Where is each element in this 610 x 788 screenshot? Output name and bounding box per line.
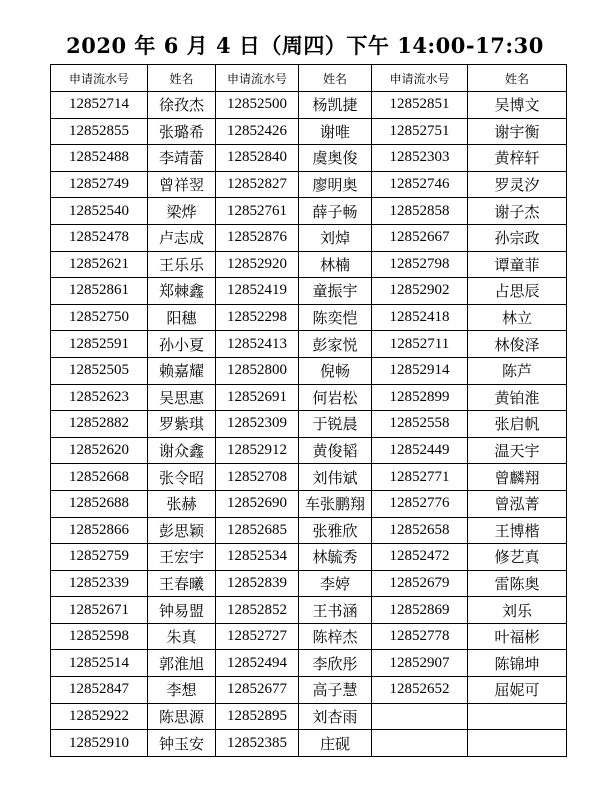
student-name-cell: 郑棘鑫: [148, 278, 216, 305]
student-name-cell: 阳穗: [148, 304, 216, 331]
student-name-cell: 林俊泽: [468, 331, 567, 358]
serial-number-cell: 12852922: [51, 703, 148, 730]
student-name-cell: 李欣彤: [299, 650, 372, 677]
serial-number-cell: 12852418: [372, 304, 468, 331]
column-header-name: 姓名: [148, 65, 216, 92]
student-name-cell: 王书涵: [299, 597, 372, 624]
student-name-cell: 谭童菲: [468, 251, 567, 278]
table-row: [51, 411, 567, 438]
table-row: [51, 278, 567, 305]
serial-number-cell: 12852494: [216, 650, 299, 677]
serial-number-cell: 12852419: [216, 278, 299, 305]
student-name-cell: 林立: [468, 304, 567, 331]
student-name-cell: 虞奥俊: [299, 145, 372, 172]
table-row: [51, 703, 567, 730]
serial-number-cell: 12852882: [51, 411, 148, 438]
student-name-cell: 高子慧: [299, 677, 372, 704]
student-name-cell: 黄梓轩: [468, 145, 567, 172]
student-name-cell: 吴博文: [468, 92, 567, 119]
serial-number-cell: 12852746: [372, 171, 468, 198]
serial-number-cell: 12852478: [51, 224, 148, 251]
table-row: [51, 597, 567, 624]
serial-number-cell: 12852912: [216, 437, 299, 464]
column-header-serial: 申请流水号: [216, 65, 299, 92]
student-name-cell: 梁烨: [148, 198, 216, 225]
table-row: [51, 677, 567, 704]
serial-number-cell: 12852449: [372, 437, 468, 464]
serial-number-cell: 12852840: [216, 145, 299, 172]
student-name-cell: 谢子杰: [468, 198, 567, 225]
student-name-cell: 屈妮可: [468, 677, 567, 704]
student-name-cell: 孙小夏: [148, 331, 216, 358]
serial-number-cell: 12852708: [216, 464, 299, 491]
student-name-cell: 廖明奥: [299, 171, 372, 198]
student-name-cell: 叶福彬: [468, 623, 567, 650]
serial-number-cell: 12852679: [372, 570, 468, 597]
table-row: [51, 331, 567, 358]
serial-number-cell: 12852505: [51, 357, 148, 384]
student-name-cell: 雷陈奥: [468, 570, 567, 597]
student-name-cell: 罗灵汐: [468, 171, 567, 198]
serial-number-cell: 12852658: [372, 517, 468, 544]
student-name-cell: 曾泓菁: [468, 490, 567, 517]
table-row: [51, 517, 567, 544]
serial-number-cell: 12852688: [51, 490, 148, 517]
student-name-cell: 王乐乐: [148, 251, 216, 278]
serial-number-cell: 12852426: [216, 118, 299, 145]
student-name-cell: 陈锦坤: [468, 650, 567, 677]
serial-number-cell: 12852727: [216, 623, 299, 650]
student-name-cell: 车张鹏翔: [299, 490, 372, 517]
student-name-cell: 刘杏雨: [299, 703, 372, 730]
student-name-cell: 张启帆: [468, 411, 567, 438]
serial-number-cell: 12852839: [216, 570, 299, 597]
student-name-cell: 徐孜杰: [148, 92, 216, 119]
serial-number-cell: 12852914: [372, 357, 468, 384]
student-name-cell: 修艺真: [468, 544, 567, 571]
student-name-cell: 温天宇: [468, 437, 567, 464]
page-title: 2020 年 6 月 4 日（周四）下午 14:00-17:30: [66, 33, 544, 58]
serial-number-cell: 12852652: [372, 677, 468, 704]
student-name-cell: 钟易盟: [148, 597, 216, 624]
serial-number-cell: 12852500: [216, 92, 299, 119]
student-name-cell: [468, 703, 567, 730]
table-row: [51, 118, 567, 145]
student-name-cell: [468, 730, 567, 757]
serial-number-cell: 12852749: [51, 171, 148, 198]
student-name-cell: 王博楷: [468, 517, 567, 544]
student-name-cell: 曾祥翌: [148, 171, 216, 198]
table-row: [51, 544, 567, 571]
column-header-serial: 申请流水号: [51, 65, 148, 92]
serial-number-cell: 12852771: [372, 464, 468, 491]
student-name-cell: 朱真: [148, 623, 216, 650]
table-row: [51, 437, 567, 464]
table-row: [51, 384, 567, 411]
serial-number-cell: 12852540: [51, 198, 148, 225]
student-name-cell: 李靖蕾: [148, 145, 216, 172]
serial-number-cell: 12852861: [51, 278, 148, 305]
student-name-cell: 郭淮旭: [148, 650, 216, 677]
student-name-cell: 陈梓杰: [299, 623, 372, 650]
student-name-cell: 陈芦: [468, 357, 567, 384]
serial-number-cell: 12852851: [372, 92, 468, 119]
table-row: [51, 490, 567, 517]
student-name-cell: 杨凯捷: [299, 92, 372, 119]
serial-number-cell: 12852714: [51, 92, 148, 119]
serial-number-cell: 12852711: [372, 331, 468, 358]
serial-number-cell: 12852776: [372, 490, 468, 517]
serial-number-cell: 12852800: [216, 357, 299, 384]
serial-number-cell: 12852869: [372, 597, 468, 624]
student-name-cell: 庄砚: [299, 730, 372, 757]
serial-number-cell: 12852598: [51, 623, 148, 650]
student-name-cell: 陈奕恺: [299, 304, 372, 331]
serial-number-cell: 12852907: [372, 650, 468, 677]
student-name-cell: 林楠: [299, 251, 372, 278]
serial-number-cell: 12852866: [51, 517, 148, 544]
serial-number-cell: 12852472: [372, 544, 468, 571]
table-row: [51, 464, 567, 491]
student-name-cell: 谢众鑫: [148, 437, 216, 464]
serial-number-cell: 12852920: [216, 251, 299, 278]
table-row: [51, 198, 567, 225]
serial-number-cell: 12852895: [216, 703, 299, 730]
student-name-cell: 谢宇衡: [468, 118, 567, 145]
student-name-cell: 孙宗政: [468, 224, 567, 251]
student-name-cell: 王宏宇: [148, 544, 216, 571]
serial-number-cell: 12852858: [372, 198, 468, 225]
serial-number-cell: 12852876: [216, 224, 299, 251]
serial-number-cell: 12852620: [51, 437, 148, 464]
student-name-cell: 占思辰: [468, 278, 567, 305]
roster-table: [50, 64, 567, 757]
serial-number-cell: 12852902: [372, 278, 468, 305]
student-name-cell: 王春曦: [148, 570, 216, 597]
student-name-cell: 刘伟斌: [299, 464, 372, 491]
table-row: [51, 730, 567, 757]
serial-number-cell: 12852534: [216, 544, 299, 571]
serial-number-cell: 12852690: [216, 490, 299, 517]
student-name-cell: 倪畅: [299, 357, 372, 384]
table-row: [51, 623, 567, 650]
table-row: [51, 304, 567, 331]
table-row: [51, 357, 567, 384]
serial-number-cell: 12852751: [372, 118, 468, 145]
serial-number-cell: [372, 730, 468, 757]
student-name-cell: 童振宇: [299, 278, 372, 305]
serial-number-cell: 12852514: [51, 650, 148, 677]
column-header-serial: 申请流水号: [372, 65, 468, 92]
serial-number-cell: 12852855: [51, 118, 148, 145]
student-name-cell: 何岩松: [299, 384, 372, 411]
student-name-cell: 刘乐: [468, 597, 567, 624]
serial-number-cell: 12852488: [51, 145, 148, 172]
serial-number-cell: 12852667: [372, 224, 468, 251]
serial-number-cell: 12852671: [51, 597, 148, 624]
student-name-cell: 于锐晨: [299, 411, 372, 438]
table-row: [51, 224, 567, 251]
table-row: [51, 171, 567, 198]
serial-number-cell: 12852339: [51, 570, 148, 597]
serial-number-cell: 12852558: [372, 411, 468, 438]
student-name-cell: 彭家悦: [299, 331, 372, 358]
table-row: [51, 570, 567, 597]
serial-number-cell: [372, 703, 468, 730]
student-name-cell: 张雅欣: [299, 517, 372, 544]
student-name-cell: 李想: [148, 677, 216, 704]
table-row: [51, 251, 567, 278]
table-row: [51, 145, 567, 172]
serial-number-cell: 12852298: [216, 304, 299, 331]
serial-number-cell: 12852591: [51, 331, 148, 358]
student-name-cell: 赖嘉耀: [148, 357, 216, 384]
student-name-cell: 吴思惠: [148, 384, 216, 411]
serial-number-cell: 12852685: [216, 517, 299, 544]
table-row: [51, 92, 567, 119]
student-name-cell: 李婷: [299, 570, 372, 597]
student-name-cell: 张璐希: [148, 118, 216, 145]
student-name-cell: 黄俊韬: [299, 437, 372, 464]
serial-number-cell: 12852910: [51, 730, 148, 757]
serial-number-cell: 12852847: [51, 677, 148, 704]
serial-number-cell: 12852899: [372, 384, 468, 411]
header-row: [51, 65, 567, 92]
serial-number-cell: 12852668: [51, 464, 148, 491]
student-name-cell: 张赫: [148, 490, 216, 517]
serial-number-cell: 12852303: [372, 145, 468, 172]
student-name-cell: 曾麟翔: [468, 464, 567, 491]
student-name-cell: 黄铂淮: [468, 384, 567, 411]
student-name-cell: 钟玉安: [148, 730, 216, 757]
student-name-cell: 彭思颖: [148, 517, 216, 544]
serial-number-cell: 12852778: [372, 623, 468, 650]
serial-number-cell: 12852798: [372, 251, 468, 278]
student-name-cell: 谢唯: [299, 118, 372, 145]
student-name-cell: 薛子畅: [299, 198, 372, 225]
column-header-name: 姓名: [299, 65, 372, 92]
serial-number-cell: 12852621: [51, 251, 148, 278]
student-name-cell: 刘焯: [299, 224, 372, 251]
student-name-cell: 林毓秀: [299, 544, 372, 571]
serial-number-cell: 12852413: [216, 331, 299, 358]
table-row: [51, 650, 567, 677]
serial-number-cell: 12852761: [216, 198, 299, 225]
serial-number-cell: 12852623: [51, 384, 148, 411]
serial-number-cell: 12852385: [216, 730, 299, 757]
student-name-cell: 张令昭: [148, 464, 216, 491]
student-name-cell: 罗紫琪: [148, 411, 216, 438]
serial-number-cell: 12852750: [51, 304, 148, 331]
serial-number-cell: 12852827: [216, 171, 299, 198]
student-name-cell: 陈思源: [148, 703, 216, 730]
serial-number-cell: 12852759: [51, 544, 148, 571]
column-header-name: 姓名: [468, 65, 567, 92]
serial-number-cell: 12852852: [216, 597, 299, 624]
student-name-cell: 卢志成: [148, 224, 216, 251]
serial-number-cell: 12852309: [216, 411, 299, 438]
serial-number-cell: 12852677: [216, 677, 299, 704]
serial-number-cell: 12852691: [216, 384, 299, 411]
